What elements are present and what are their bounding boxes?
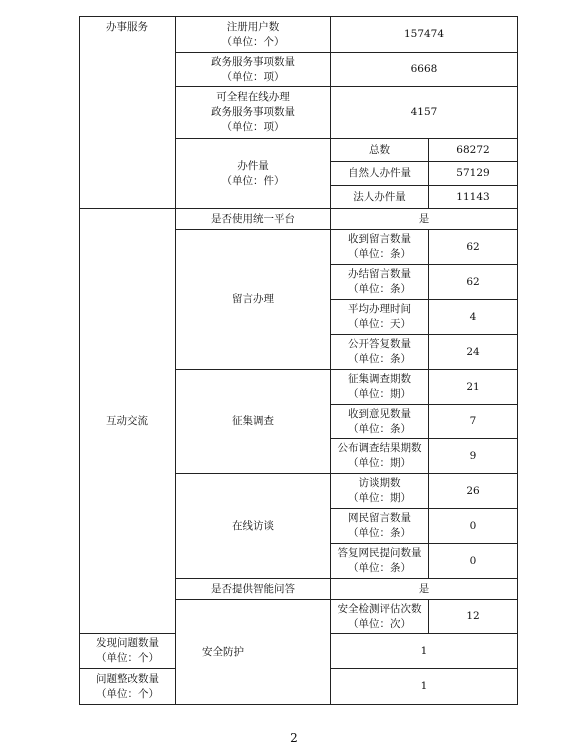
section-interaction: 互动交流 — [80, 209, 176, 634]
survey-item-value: 21 — [429, 370, 518, 405]
messages-item-label: 公开答复数量 （单位：条） — [331, 335, 429, 370]
interview-group-label: 在线访谈 — [176, 474, 331, 579]
online-items-label: 可全程在线办理 政务服务事项数量 （单位：项） — [176, 87, 331, 139]
unified-platform-label: 是否使用统一平台 — [176, 209, 331, 230]
online-items-value: 4157 — [331, 87, 518, 139]
security-item-value: 1 — [331, 669, 518, 705]
statistics-table — [79, 16, 518, 705]
messages-item-label: 办结留言数量 （单位：条） — [331, 265, 429, 300]
survey-item-value: 9 — [429, 439, 518, 474]
cases-label: 办件量 （单位：件） — [176, 139, 331, 209]
messages-item-value: 62 — [429, 265, 518, 300]
table-row — [80, 209, 518, 230]
messages-group-label: 留言办理 — [176, 230, 331, 370]
cases-total-value: 68272 — [429, 139, 518, 162]
service-items-label: 政务服务事项数量 （单位：项） — [176, 53, 331, 87]
messages-item-value: 4 — [429, 300, 518, 335]
registered-users-label: 注册用户数 （单位：个） — [176, 17, 331, 53]
survey-item-label: 征集调查期数 （单位：期） — [331, 370, 429, 405]
security-item-label: 安全检测评估次数 （单位：次） — [331, 600, 429, 634]
cases-legal-label: 法人办件量 — [331, 186, 429, 209]
security-item-label: 问题整改数量 （单位：个） — [80, 669, 176, 705]
section-service: 办事服务 — [80, 17, 176, 209]
interview-item-label: 网民留言数量 （单位：条） — [331, 509, 429, 544]
messages-item-label: 平均办理时间 （单位：天） — [331, 300, 429, 335]
messages-item-value: 24 — [429, 335, 518, 370]
interview-item-label: 答复网民提问数量 （单位：条） — [331, 544, 429, 579]
unified-platform-value: 是 — [331, 209, 518, 230]
interview-item-value: 0 — [429, 544, 518, 579]
service-items-value: 6668 — [331, 53, 518, 87]
survey-group-label: 征集调查 — [176, 370, 331, 474]
table-row — [80, 17, 518, 53]
interview-item-value: 26 — [429, 474, 518, 509]
cases-total-label: 总数 — [331, 139, 429, 162]
cases-natural-label: 自然人办件量 — [331, 162, 429, 186]
security-item-value: 1 — [331, 634, 518, 669]
section-security: 安全防护 — [176, 600, 331, 705]
cases-natural-value: 57129 — [429, 162, 518, 186]
messages-item-value: 62 — [429, 230, 518, 265]
survey-item-label: 公布调查结果期数 （单位：期） — [331, 439, 429, 474]
security-item-value: 12 — [429, 600, 518, 634]
smart-qa-value: 是 — [331, 579, 518, 600]
security-item-label: 发现问题数量 （单位：个） — [80, 634, 176, 669]
smart-qa-label: 是否提供智能问答 — [176, 579, 331, 600]
page-number: 2 — [290, 731, 298, 745]
interview-item-value: 0 — [429, 509, 518, 544]
interview-item-label: 访谈期数 （单位：期） — [331, 474, 429, 509]
registered-users-value: 157474 — [331, 17, 518, 53]
survey-item-value: 7 — [429, 405, 518, 439]
cases-legal-value: 11143 — [429, 186, 518, 209]
messages-item-label: 收到留言数量 （单位：条） — [331, 230, 429, 265]
survey-item-label: 收到意见数量 （单位：条） — [331, 405, 429, 439]
